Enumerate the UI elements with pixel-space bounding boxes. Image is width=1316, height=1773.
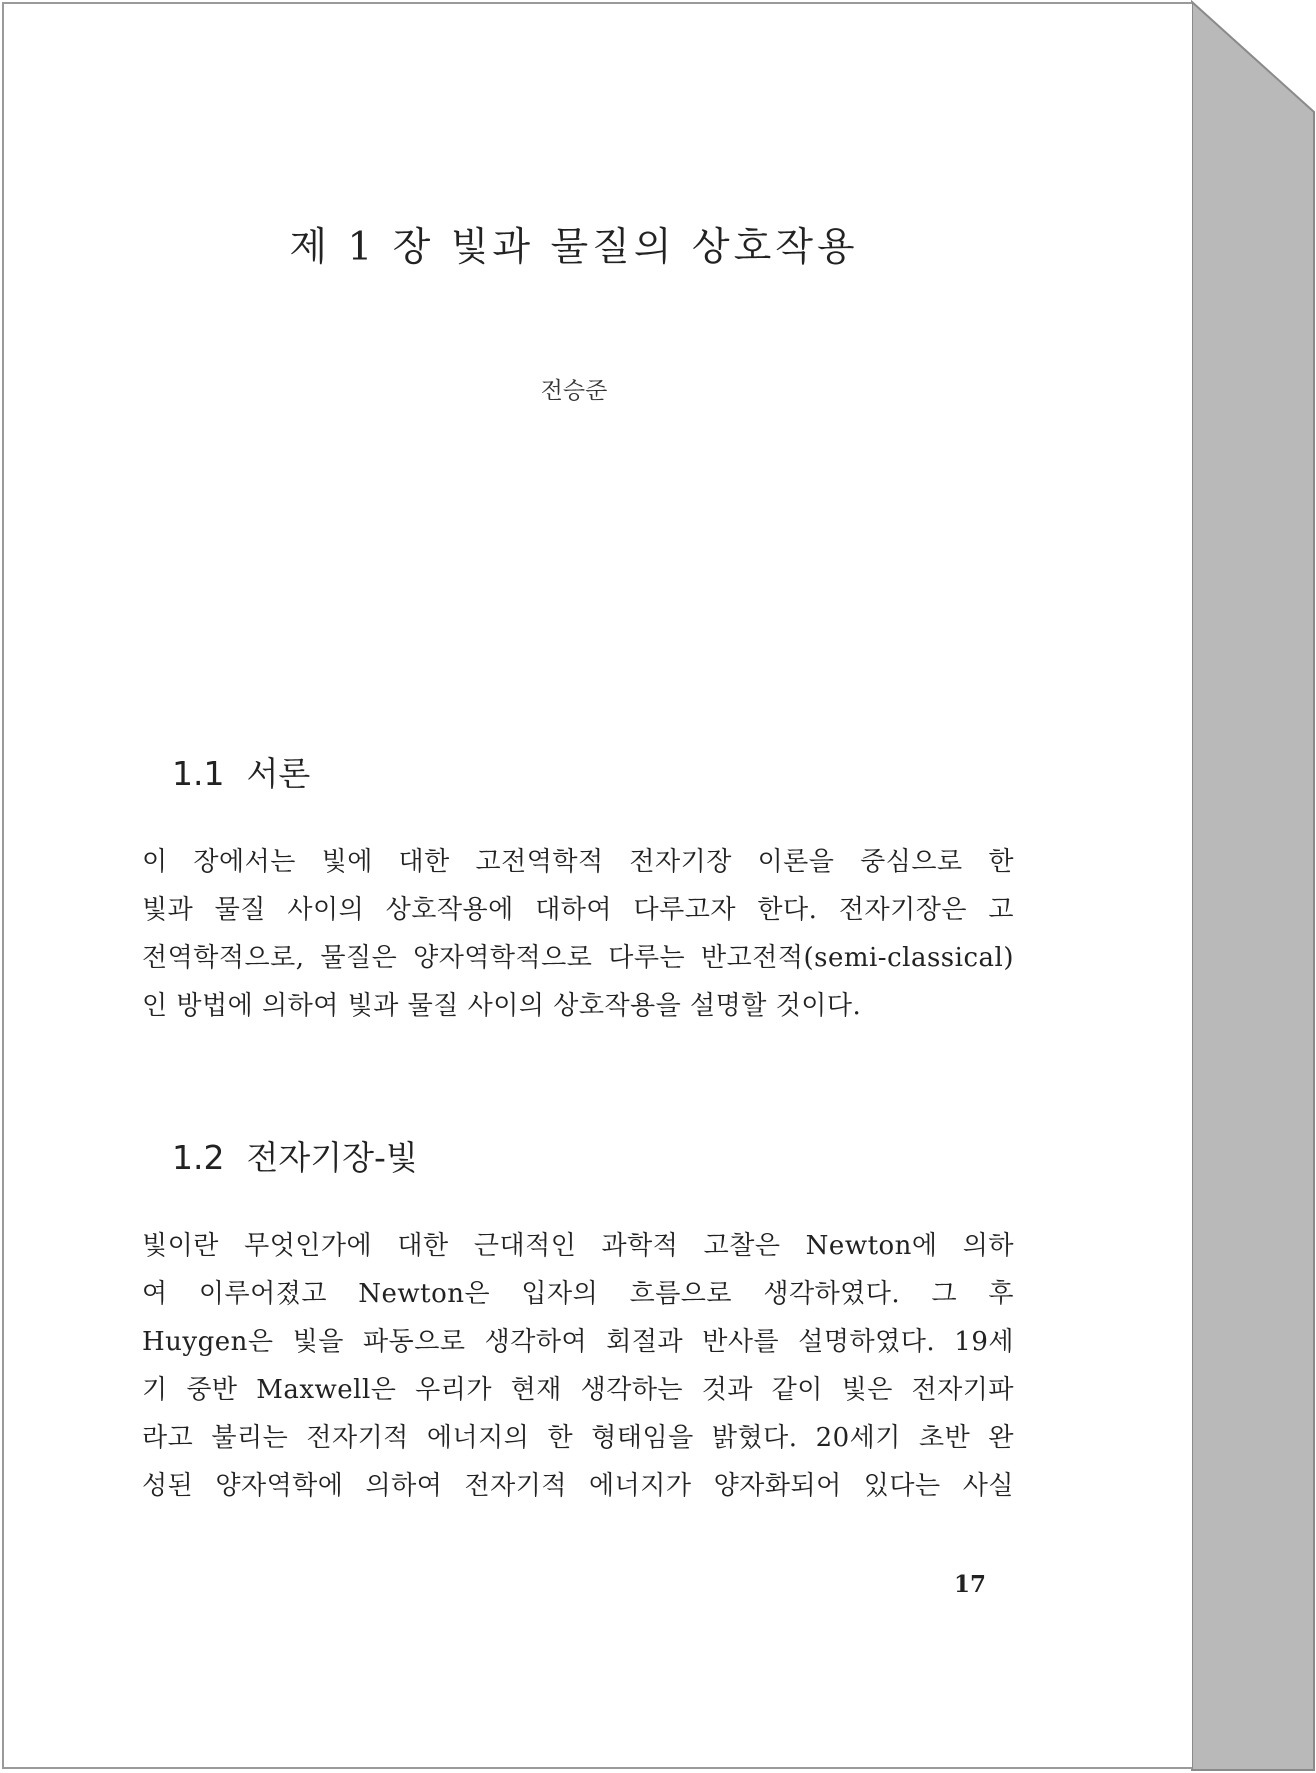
section-heading-1-1: [172, 748, 310, 795]
text-line: 빛이란 무엇인가에 대한 근대적인 과학적 고찰은 Newton에 의하: [142, 1231, 1014, 1261]
text-line: 이 장에서는 빛에 대한 고전역학적 전자기장 이론을 중심으로 한: [142, 847, 1014, 877]
text-line: 성된 양자역학에 의하여 전자기적 에너지가 양자화되어 있다는 사실: [142, 1471, 1014, 1501]
section-1-2-paragraph: [142, 1222, 1014, 1510]
section-number: 1.1: [172, 754, 225, 793]
chapter-title: 제 1 장 빛과 물질의 상호작용: [289, 225, 859, 270]
author-name: 전승준: [540, 378, 608, 404]
text-line: 전역학적으로, 물질은 양자역학적으로 다루는 반고전적(semi-classical): [142, 943, 1014, 973]
text-line: 빛과 물질 사이의 상호작용에 대하여 다루고자 한다. 전자기장은 고: [142, 895, 1014, 925]
section-number: 1.2: [172, 1138, 225, 1177]
text-line: 여 이루어졌고 Newton은 입자의 흐름으로 생각하였다. 그 후: [142, 1279, 1014, 1309]
text-line: 라고 불리는 전자기적 에너지의 한 형태임을 밝혔다. 20세기 초반 완: [142, 1423, 1014, 1453]
text-line: 기 중반 Maxwell은 우리가 현재 생각하는 것과 같이 빛은 전자기파: [142, 1375, 1014, 1405]
section-title: 전자기장-빛: [246, 1138, 418, 1177]
page-number: 17: [954, 1571, 987, 1598]
text-line: Huygen은 빛을 파동으로 생각하여 회절과 반사를 설명하였다. 19세: [142, 1327, 1014, 1357]
text-line: 인 방법에 의하여 빛과 물질 사이의 상호작용을 설명할 것이다.: [142, 991, 862, 1021]
section-title: 서론: [246, 754, 311, 793]
document-page: [2, 2, 1192, 1769]
section-heading-1-2: [172, 1132, 418, 1179]
section-1-1-paragraph: [142, 838, 1014, 1030]
